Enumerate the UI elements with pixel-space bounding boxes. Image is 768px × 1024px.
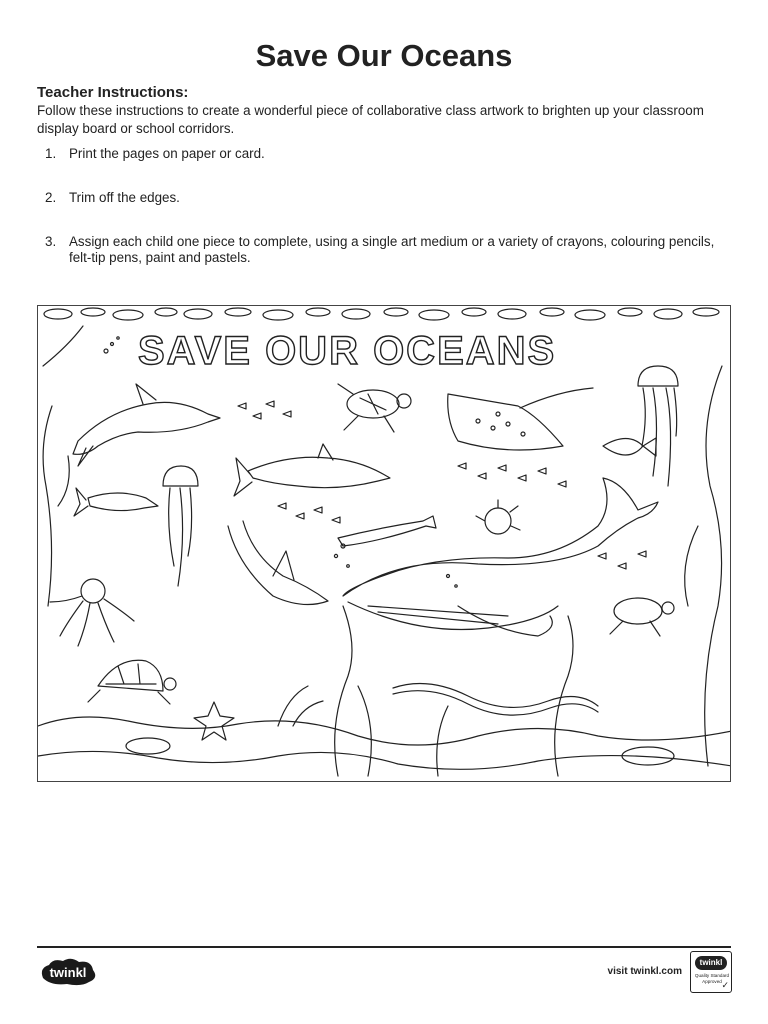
ocean-scene-illustration [38, 306, 731, 782]
shark-illustration [228, 521, 328, 605]
step-number: 2. [45, 190, 57, 205]
instruction-step [37, 190, 737, 206]
instructions-heading: Teacher Instructions: [37, 84, 189, 101]
whale-illustration [343, 478, 658, 636]
sea-turtle-illustration [88, 660, 176, 704]
badge-logo-text: twinkl [695, 956, 727, 970]
instructions-intro: Follow these instructions to create a wonderful piece of collaborative class artwork to brighten up your classroom display board or school corridors. [37, 103, 704, 136]
seabed-illustration [38, 686, 731, 769]
dolphin-illustration [73, 384, 220, 466]
logo-text: twinkl [49, 965, 87, 980]
seaweed-illustration [685, 366, 722, 766]
artwork-banner-text: SAVE OUR OCEANS [138, 329, 557, 373]
badge-caption: Quality Standard Approved [694, 973, 730, 984]
seaweed-illustration [43, 326, 83, 606]
step-number: 3. [45, 234, 57, 249]
twinkl-logo [37, 956, 99, 988]
quality-badge [690, 951, 732, 993]
eel-illustration [393, 684, 598, 716]
stingray-illustration [448, 388, 593, 450]
instruction-steps [37, 146, 737, 265]
fish-illustration [603, 438, 656, 456]
pebble-border [44, 308, 719, 320]
dolphin-illustration [74, 488, 158, 516]
ocean-artwork-overview [37, 305, 731, 782]
step-text: Trim off the edges. [69, 190, 180, 205]
step-text: Print the pages on paper or card. [69, 146, 265, 161]
jellyfish-illustration [163, 466, 198, 586]
seaweed-illustration [335, 606, 573, 776]
barracuda-illustration [338, 516, 436, 546]
pufferfish-illustration [476, 500, 520, 534]
sea-turtle-illustration [610, 598, 674, 636]
octopus-illustration [50, 579, 134, 646]
bubbles-illustration [104, 337, 457, 587]
page-title: Save Our Oceans [255, 38, 513, 73]
step-number: 1. [45, 146, 57, 161]
instruction-step [37, 146, 737, 162]
step-text: Assign each child one piece to complete, using a single art medium or a variety of crayons, colouring pencils, felt-tip pens, paint and pastels. [69, 234, 715, 265]
dolphin-illustration [234, 444, 390, 496]
instruction-step [37, 234, 737, 266]
jellyfish-illustration [638, 366, 678, 486]
fish-school-illustration [238, 401, 646, 569]
visit-link[interactable]: visit twinkl.com [607, 966, 682, 977]
footer-divider [37, 946, 731, 948]
check-icon: ✓ [721, 980, 729, 990]
sea-turtle-illustration [338, 384, 411, 432]
